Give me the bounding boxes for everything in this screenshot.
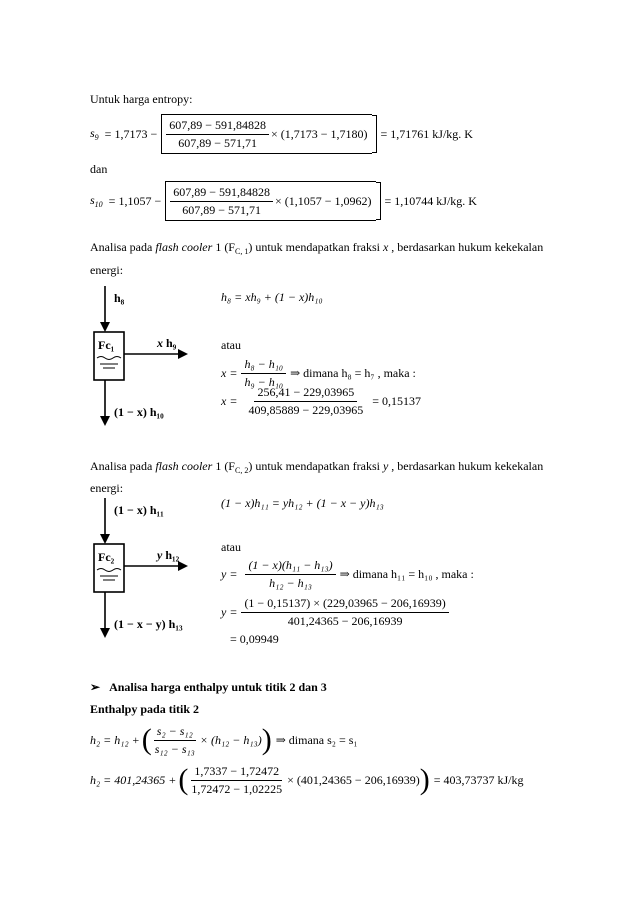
fc2-bottom-label: (1 − x − y) h₁₃ bbox=[114, 617, 183, 631]
s10-equation: $s_{10}$ = 1,1057 − $\frac{607,89 - 591,84828}{607,89 - 571,71}$ × (1,1057 − 1,0962) = 1,10744 kJ/kg. K bbox=[90, 181, 477, 221]
enthalpy2-heading: Enthalpy pada titik 2 bbox=[90, 702, 200, 716]
h2-formula: h₂ = h₁₂ + ( $\frac{\text{s₂ − s₁₂}}{\text{s₁₂ − s₁₃}}$ × (h₁₂ − h₁₃) ) ⇒ dimana s₂ = s₁ bbox=[90, 723, 358, 756]
eq2-atau: atau bbox=[221, 540, 241, 554]
fc1-name: Fc₁ bbox=[98, 338, 115, 352]
analisa2-line2: energi: bbox=[90, 481, 124, 495]
eq2-y-formula: y = $\frac{\text{(1 − x)(h₁₁ − h₁₃)}}{\text{h₁₂ − h₁₃}}$ ⇒ dimana h₁₁ = h₁₀ , maka : bbox=[221, 557, 474, 590]
enthalpy-bullet-heading: ➢ Analisa harga enthalpy untuk titik 2 dan 3 bbox=[90, 680, 327, 694]
eq1-main: h₈ = xh₉ + (1 − x)h₁₀ bbox=[221, 290, 323, 304]
eq2-y-value: y = $\frac{(1 - 0,15137) \times (229,03965 - 206,16939)}{401,24365 - 206,16939}$ bbox=[221, 594, 449, 630]
h2-value: h₂ = 401,24365 + ( $\frac{1,7337 - 1,72472}{1,72472 - 1,02225}$ × (401,24365 − 206,16939) ) = 403,73737 kJ/kg bbox=[90, 763, 524, 796]
fc1-top-label: h₈ bbox=[114, 291, 125, 305]
entropy-intro: Untuk harga entropy: bbox=[90, 92, 193, 106]
fc2-name: Fc₂ bbox=[98, 550, 115, 564]
analisa1-line1: Analisa pada flash cooler 1 $(F_{C, 1})$ untuk mendapatkan fraksi x , berdasarkan hukum kekekalan bbox=[90, 240, 544, 256]
analisa1-line2: energi: bbox=[90, 263, 124, 277]
eq1-x-value: x = $\frac{256,41 - 229,03965}{409,85889 - 229,03965}$ = 0,15137 bbox=[221, 384, 421, 417]
eq1-x-formula: x = $\frac{\text{h₈ − h₁₀}}{\text{h₉ − h₁₀}}$ ⇒ dimana h₈ = h₇ , maka : bbox=[221, 356, 416, 389]
fc1-side-label: x h₉ bbox=[157, 336, 177, 350]
dan-text: dan bbox=[90, 162, 108, 176]
fc2-side-label: y h₁₂ bbox=[157, 548, 180, 562]
fc2-top-label: (1 − x) h₁₁ bbox=[114, 503, 164, 517]
eq2-main: (1 − x)h₁₁ = yh₁₂ + (1 − x − y)h₁₃ bbox=[221, 496, 384, 510]
eq1-atau: atau bbox=[221, 338, 241, 352]
fc1-bottom-label: (1 − x) h₁₀ bbox=[114, 405, 164, 419]
s9-equation: $s_9$ = 1,7173 − $\frac{607,89 - 591,84828}{607,89 - 571,71}$ × (1,7173 − 1,7180) = 1,71761 kJ/kg. K bbox=[90, 114, 473, 154]
analisa2-line1: Analisa pada flash cooler 1 $(F_{C, 2})$ untuk mendapatkan fraksi y , berdasarkan hukum kekekalan bbox=[90, 459, 544, 475]
eq2-y-result: = 0,09949 bbox=[230, 632, 279, 646]
arrow-bullet-icon: ➢ bbox=[90, 680, 101, 694]
